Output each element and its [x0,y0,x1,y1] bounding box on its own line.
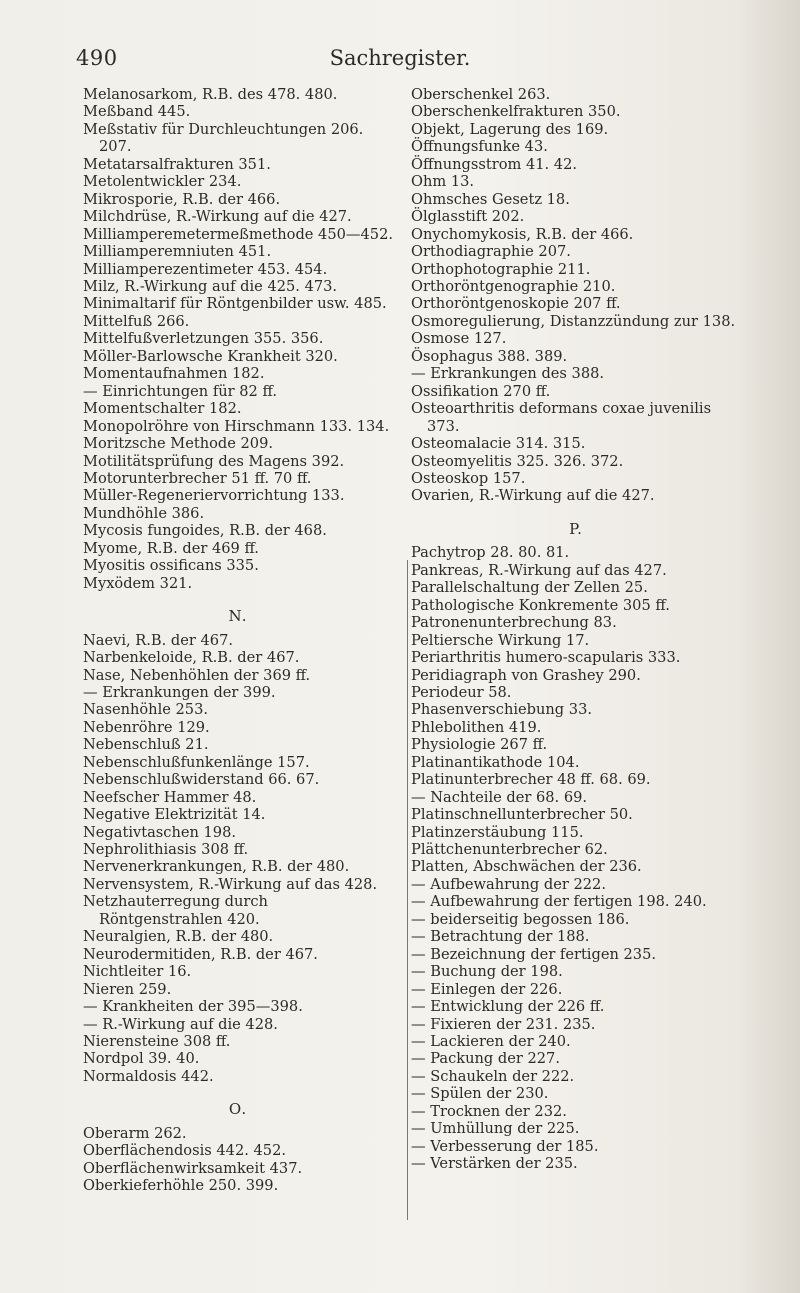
index-entry: Onychomykosis, R.B. der 466. [411,225,634,243]
index-entry: — Betrachtung der 188. [411,928,590,946]
index-entry: Osteomalacie 314. 315. [411,435,586,453]
index-entry: Phlebolithen 419. [411,718,542,736]
index-entry: Mittelfußverletzungen 355. 356. [83,330,324,348]
index-entry: Milchdrüse, R.-Wirkung auf die 427. [83,208,352,226]
index-entry: Platinunterbrecher 48 ff. 68. 69. [411,771,651,789]
index-entry: Ovarien, R.-Wirkung auf die 427. [411,487,655,505]
index-entry: Negativtaschen 198. [83,823,237,841]
index-entry: Müller-Regeneriervorrichtung 133. [83,487,345,505]
index-entry: — Aufbewahrung der 222. [411,875,606,893]
index-entry: — Einrichtungen für 82 ff. [83,382,277,400]
index-entry: Oberkieferhöhle 250. 399. [83,1177,279,1195]
index-entry: — Spülen der 230. [411,1085,549,1103]
index-entry: Nebenschlußwiderstand 66. 67. [83,771,320,789]
index-entry: Platinzerstäubung 115. [411,823,584,841]
index-entry: Meßband 445. [83,103,191,121]
index-entry: — Trocknen der 232. [411,1102,567,1120]
section-letter-heading: O. [228,1100,248,1119]
index-entry: Orthoröntgenographie 210. [411,277,616,295]
index-entry: Negative Elektrizität 14. [83,806,266,824]
index-entry: Momentaufnahmen 182. [83,365,265,383]
index-entry: Platten, Abschwächen der 236. [411,858,642,876]
running-head-title: Sachregister. [329,46,471,70]
index-entry: Myxödem 321. [83,574,193,592]
index-entry: Osmose 127. [411,330,507,348]
index-entry: Ossifikation 270 ff. [411,382,551,400]
index-entry: — Schaukeln der 222. [411,1067,575,1085]
index-entry: Normaldosis 442. [83,1067,214,1085]
index-entry: Mikrosporie, R.B. der 466. [83,190,281,208]
index-entry: Nase, Nebenhöhlen der 369 ff. [83,666,311,684]
index-entry: Osteomyelitis 325. 326. 372. [411,452,624,470]
index-column-right [411,86,741,1173]
section-letter-heading: N. [228,607,248,626]
index-entry: Platinantikathode 104. [411,753,580,771]
index-entry: Nieren 259. [83,980,172,998]
index-entry: Orthodiagraphie 207. [411,243,571,261]
index-entry: — Krankheiten der 395—398. [83,998,303,1016]
index-entry: Orthoröntgenoskopie 207 ff. [411,295,621,313]
index-entry: Periarthritis humero-scapularis 333. [411,649,681,667]
section-letter-heading: P. [569,519,583,538]
index-entry: Meßstativ für Durchleuchtungen 206. 207. [83,120,364,156]
index-entry: Ösophagus 388. 389. [411,347,568,365]
index-entry: — beiderseitig begossen 186. [411,910,630,928]
index-entry: Myome, R.B. der 469 ff. [83,539,259,557]
index-entry: Osteoskop 157. [411,469,526,487]
index-entry: Plättchenunterbrecher 62. [411,841,608,859]
index-entry: — Umhüllung der 225. [411,1120,580,1138]
index-entry: Orthophotographie 211. [411,260,591,278]
margin-rule [407,560,408,1220]
index-entry: Ohm 13. [411,173,475,191]
index-entry: Minimaltarif für Röntgenbilder usw. 485. [83,295,387,313]
index-entry: Nebenröhre 129. [83,718,210,736]
index-entry: Mycosis fungoides, R.B. der 468. [83,522,327,540]
index-entry: — Packung der 227. [411,1050,560,1068]
index-entry: Oberflächendosis 442. 452. [83,1142,287,1160]
index-entry: Mundhöhle 386. [83,504,205,522]
index-entry: Mittelfuß 266. [83,312,190,330]
index-entry: — Lackieren der 240. [411,1033,571,1051]
index-entry: Oberarm 262. [83,1124,187,1142]
index-entry: Nierensteine 308 ff. [83,1033,231,1051]
index-entry: — R.-Wirkung auf die 428. [83,1015,278,1033]
index-entry: — Buchung der 198. [411,963,563,981]
index-entry: Nephrolithiasis 308 ff. [83,841,249,859]
index-entry: Monopolröhre von Hirschmann 133. 134. [83,417,390,435]
index-entry: Neuralgien, R.B. der 480. [83,928,274,946]
index-entry: Moritzsche Methode 209. [83,435,274,453]
index-entry: Platinschnellunterbrecher 50. [411,806,633,824]
index-entry: Netzhauterregung durch Röntgenstrahlen 420. [83,893,268,928]
index-entry: — Nachteile der 68. 69. [411,788,588,806]
index-entry: Motilitätsprüfung des Magens 392. [83,452,345,470]
index-entry: Öffnungsstrom 41. 42. [411,155,578,173]
index-entry: Pankreas, R.-Wirkung auf das 427. [411,561,667,579]
index-entry: Neefscher Hammer 48. [83,788,257,806]
index-entry: Phasenverschiebung 33. [411,701,592,719]
index-entry: Möller-Barlowsche Krankheit 320. [83,347,338,365]
index-entry: Nordpol 39. 40. [83,1050,200,1068]
index-entry: Oberschenkel 263. [411,86,551,103]
index-entry: Neurodermitiden, R.B. der 467. [83,945,318,963]
index-entry: Ölglasstift 202. [411,208,525,226]
index-entry: Milliamperemetermeßmethode 450—452. [83,225,394,243]
index-entry: — Verstärken der 235. [411,1155,578,1173]
index-entry: Oberflächenwirksamkeit 437. [83,1159,303,1177]
index-entry: — Erkrankungen der 399. [83,683,276,701]
index-entry: Osmoregulierung, Distanzzündung zur 138. [411,312,736,330]
index-entry: Metolentwickler 234. [83,173,242,191]
index-entry: — Erkrankungen des 388. [411,365,605,383]
index-entry: Naevi, R.B. der 467. [83,631,234,649]
index-entry: Nasenhöhle 253. [83,701,209,719]
index-entry: Peridiagraph von Grashey 290. [411,666,641,684]
index-entry: Milliamperezentimeter 453. 454. [83,260,328,278]
index-entry: Metatarsalfrakturen 351. [83,155,271,173]
index-entry: Objekt, Lagerung des 169. [411,120,609,138]
index-entry: Pathologische Konkremente 305 ff. [411,596,670,614]
index-entry: Nebenschluß 21. [83,736,209,754]
index-entry: Öffnungsfunke 43. [411,138,548,156]
index-entry: — Fixieren der 231. 235. [411,1015,596,1033]
index-entry: Myositis ossificans 335. [83,557,259,575]
index-entry: — Entwicklung der 226 ff. [411,998,605,1016]
index-entry: Narbenkeloide, R.B. der 467. [83,649,300,667]
index-entry: Parallelschaltung der Zellen 25. [411,579,648,597]
index-entry: Nichtleiter 16. [83,963,192,981]
index-entry: — Verbesserung der 185. [411,1137,599,1155]
index-entry: Oberschenkelfrakturen 350. [411,103,621,121]
index-entry: Nervensystem, R.-Wirkung auf das 428. [83,875,378,893]
page-header [70,46,730,76]
index-entry: — Bezeichnung der fertigen 235. [411,945,656,963]
index-entry: Patronenunterbrechung 83. [411,614,617,632]
index-entry: Physiologie 267 ff. [411,736,548,754]
index-entry: — Einlegen der 226. [411,980,563,998]
index-entry: Periodeur 58. [411,683,512,701]
index-entry: Nervenerkrankungen, R.B. der 480. [83,858,350,876]
index-entry: Osteoarthritis deformans coxae juvenilis 373. [411,400,712,435]
index-entry: Nebenschlußfunkenlänge 157. [83,753,310,771]
index-entry: Milz, R.-Wirkung auf die 425. 473. [83,277,338,295]
index-entry: Pachytrop 28. 80. 81. [411,544,570,562]
index-entry: Momentschalter 182. [83,400,242,418]
index-column-left [83,86,393,1195]
page-number: 490 [76,46,118,70]
index-entry: Motorunterbrecher 51 ff. 70 ff. [83,469,312,487]
index-entry: Melanosarkom, R.B. des 478. 480. [83,86,338,103]
index-entry: Peltiersche Wirkung 17. [411,631,590,649]
index-entry: Ohmsches Gesetz 18. [411,190,570,208]
index-entry: — Aufbewahrung der fertigen 198. 240. [411,893,707,911]
index-entry: Milliamperemniuten 451. [83,243,272,261]
